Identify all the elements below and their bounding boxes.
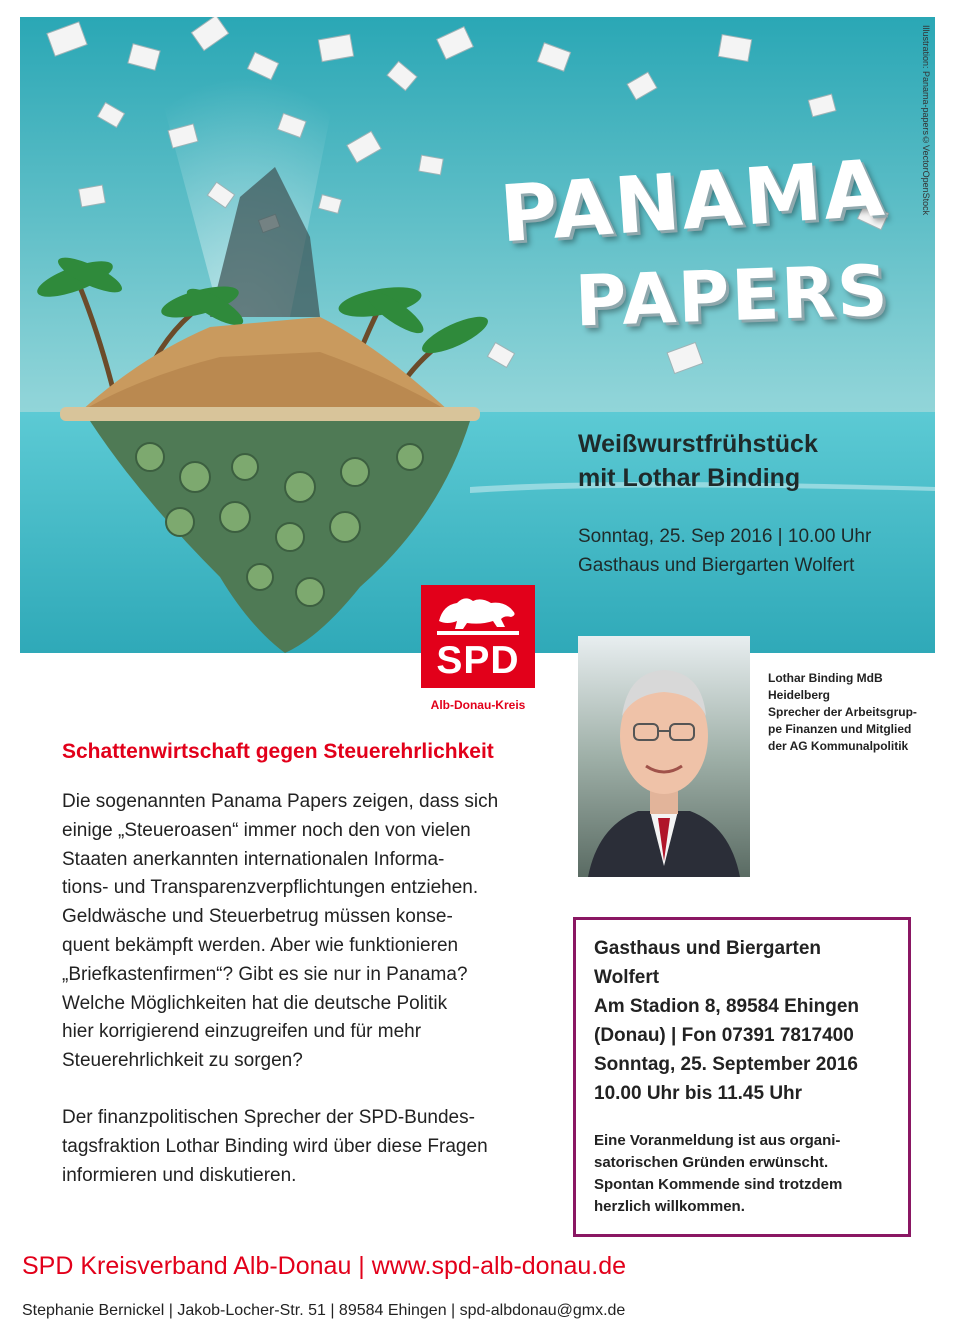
paragraph-line: Die sogenannten Panama Papers zeigen, dass sich: [62, 791, 499, 812]
footer-organization: SPD Kreisverband Alb-Donau | www.spd-alb-donau.de: [22, 1252, 627, 1280]
paragraph-line: Staaten anerkannten internationalen Informa-: [62, 848, 445, 870]
lion-icon: [421, 585, 535, 639]
note-line: satorischen Gründen erwünscht.: [594, 1154, 829, 1171]
caption-line: pe Finanzen und Mitglied: [768, 722, 912, 736]
info-line: (Donau) | Fon 07391 7817400: [594, 1025, 854, 1046]
article-paragraph-1: [62, 788, 498, 1076]
paragraph-line: einige „Steueroasen“ immer noch den von vielen: [62, 819, 471, 841]
info-line: 10.00 Uhr bis 11.45 Uhr: [594, 1083, 803, 1104]
info-line: Gasthaus und Biergarten: [594, 938, 821, 959]
caption-line: Lothar Binding MdB: [768, 671, 883, 685]
event-title-line2: mit Lothar Binding: [578, 464, 801, 492]
article-heading: Schattenwirtschaft gegen Steuerehrlichkeit: [62, 740, 494, 763]
paragraph-line: Der finanzpolitischen Sprecher der SPD-Bundes-: [62, 1107, 475, 1128]
spd-logo-text: SPD: [436, 639, 520, 682]
caption-line: Heidelberg: [768, 688, 831, 702]
info-box-details: [594, 934, 890, 1108]
note-line: herzlich willkommen.: [594, 1198, 745, 1215]
info-box-note: [594, 1130, 890, 1218]
event-date: Sonntag, 25. Sep 2016 | 10.00 Uhr: [578, 526, 872, 547]
paragraph-line: quent bekämpft werden. Aber wie funktionieren: [62, 934, 459, 956]
paragraph-line: Steuerehrlichkeit zu sorgen?: [62, 1050, 303, 1072]
info-line: Am Stadion 8, 89584 Ehingen: [594, 996, 860, 1017]
paragraph-line: „Briefkastenfirmen“? Gibt es sie nur in Panama?: [62, 963, 468, 985]
note-line: Spontan Kommende sind trotzdem: [594, 1176, 843, 1193]
paragraph-line: tagsfraktion Lothar Binding wird über diese Fragen: [62, 1135, 488, 1157]
event-venue: Gasthaus und Biergarten Wolfert: [578, 555, 855, 576]
event-info: [578, 522, 871, 580]
speaker-portrait: [578, 636, 750, 877]
event-info-box: [573, 917, 911, 1237]
spd-logo: [421, 585, 535, 688]
speaker-caption: [768, 670, 917, 755]
hero-illustration: [20, 17, 935, 653]
caption-line: Sprecher der Arbeitsgrup-: [768, 705, 917, 719]
event-title: [578, 427, 818, 495]
paragraph-line: hier korrigierend einzugreifen und für mehr: [62, 1021, 422, 1043]
illustration-credit: Illustration: Panama-papers©VectorOpenStock: [921, 25, 931, 216]
paragraph-line: Geldwäsche und Steuerbetrug müssen konse-: [62, 906, 453, 928]
note-line: Eine Voranmeldung ist aus organi-: [594, 1132, 841, 1149]
paragraph-line: Welche Möglichkeiten hat die deutsche Politik: [62, 992, 448, 1014]
article-paragraph-2: [62, 1104, 488, 1190]
info-line: Wolfert: [594, 967, 660, 988]
caption-line: der AG Kommunalpolitik: [768, 739, 909, 753]
spd-logo-subtitle: Alb-Donau-Kreis: [430, 698, 526, 712]
hero-title-line2: PAPERS: [573, 249, 891, 343]
paragraph-line: informieren und diskutieren.: [62, 1164, 297, 1186]
info-line: Sonntag, 25. September 2016: [594, 1054, 858, 1075]
event-title-line1: Weißwurstfrühstück: [578, 430, 818, 458]
paragraph-line: tions- und Transparenzverpflichtungen entziehen.: [62, 877, 479, 899]
speaker-photo: [578, 636, 750, 877]
footer-contact: Stephanie Bernickel | Jakob-Locher-Str. 51 | 89584 Ehingen | spd-albdonau@gmx.de: [22, 1302, 626, 1319]
hero-title-line1: PANAMA: [497, 143, 889, 261]
